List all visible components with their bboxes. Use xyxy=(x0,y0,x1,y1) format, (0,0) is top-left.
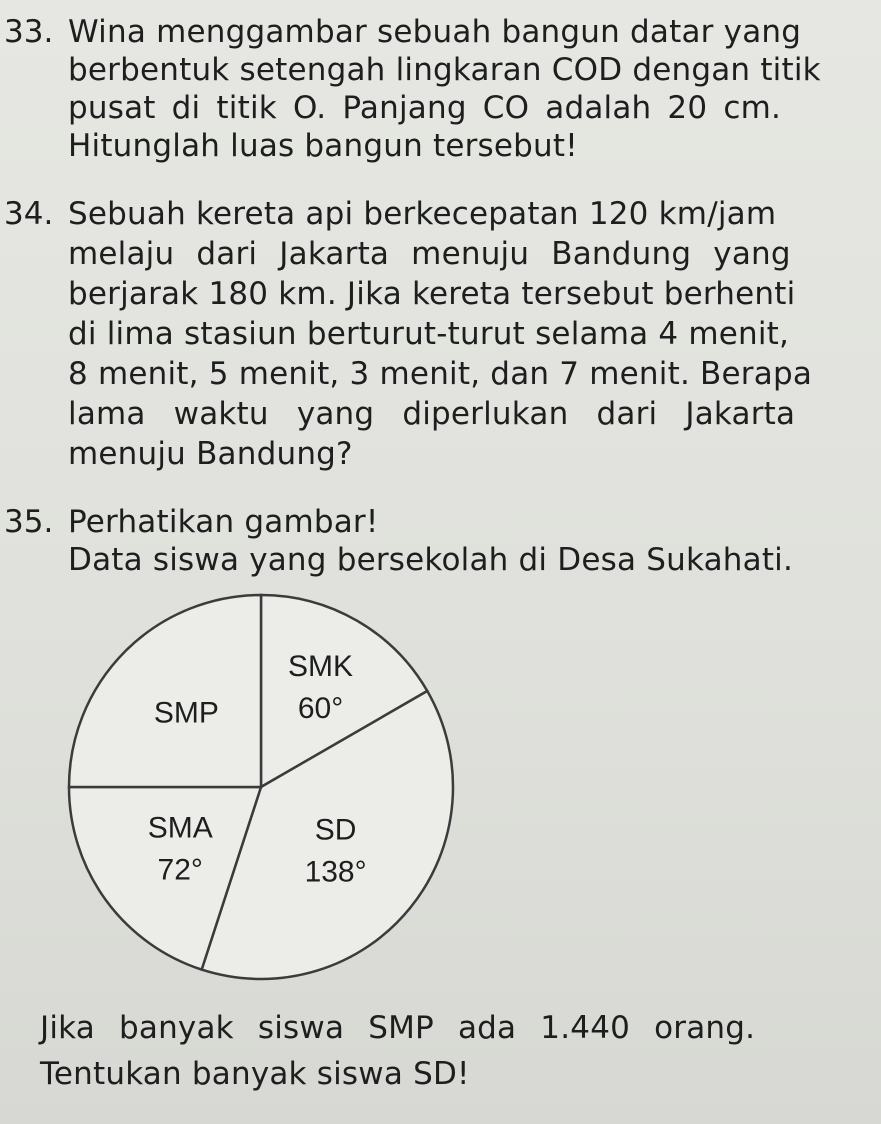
problem-33-line-2: berbentuk setengah lingkaran COD dengan titik xyxy=(68,52,821,88)
problem-33-line-1 xyxy=(68,14,830,50)
problem-34-line-5: 8 menit, 5 menit, 3 menit, dan 7 menit. Berapa xyxy=(68,356,813,392)
problem-35-number: 35. xyxy=(4,504,54,540)
problem-34-line-2: melaju dari Jakarta menuju Bandung yang xyxy=(68,236,791,272)
problem-34-number: 34. xyxy=(4,196,54,232)
pie-angle-smk: 60° xyxy=(297,691,344,725)
problem-33-text-1: Wina menggambar sebuah bangun datar yang xyxy=(68,14,802,50)
pie-angle-sma: 72° xyxy=(157,853,203,887)
problem-34-line-1: Sebuah kereta api berkecepatan 120 km/jam xyxy=(68,196,777,232)
problem-34-line-3: berjarak 180 km. Jika kereta tersebut berhenti xyxy=(68,276,796,312)
problem-34-line-4: di lima stasiun berturut-turut selama 4 menit, xyxy=(68,316,790,352)
pie-angle-sd: 138° xyxy=(304,855,367,889)
problem-35-question-2: Tentukan banyak siswa SD! xyxy=(40,1056,470,1092)
pie-label-sma: SMA xyxy=(147,811,213,845)
pie-chart xyxy=(66,592,456,982)
problem-33-number: 33. xyxy=(4,14,54,50)
problem-35-line-2: Data siswa yang bersekolah di Desa Sukahati. xyxy=(68,542,794,578)
pie-label-sd: SD xyxy=(314,813,357,847)
pie-label-smk: SMK xyxy=(288,649,354,683)
problem-35-question-1: Jika banyak siswa SMP ada 1.440 orang. xyxy=(40,1010,756,1046)
problem-34-line-6: lama waktu yang diperlukan dari Jakarta xyxy=(68,396,796,432)
pie-slices xyxy=(69,595,453,979)
problem-33-line-3: pusat di titik O. Panjang CO adalah 20 cm. xyxy=(68,90,782,126)
problem-35-line-1: Perhatikan gambar! xyxy=(68,504,379,540)
pie-label-smp: SMP xyxy=(153,696,219,730)
problem-34-line-7: menuju Bandung? xyxy=(68,436,353,472)
pie-slice-smp xyxy=(69,595,261,787)
problem-33-line-4: Hitunglah luas bangun tersebut! xyxy=(68,128,578,164)
